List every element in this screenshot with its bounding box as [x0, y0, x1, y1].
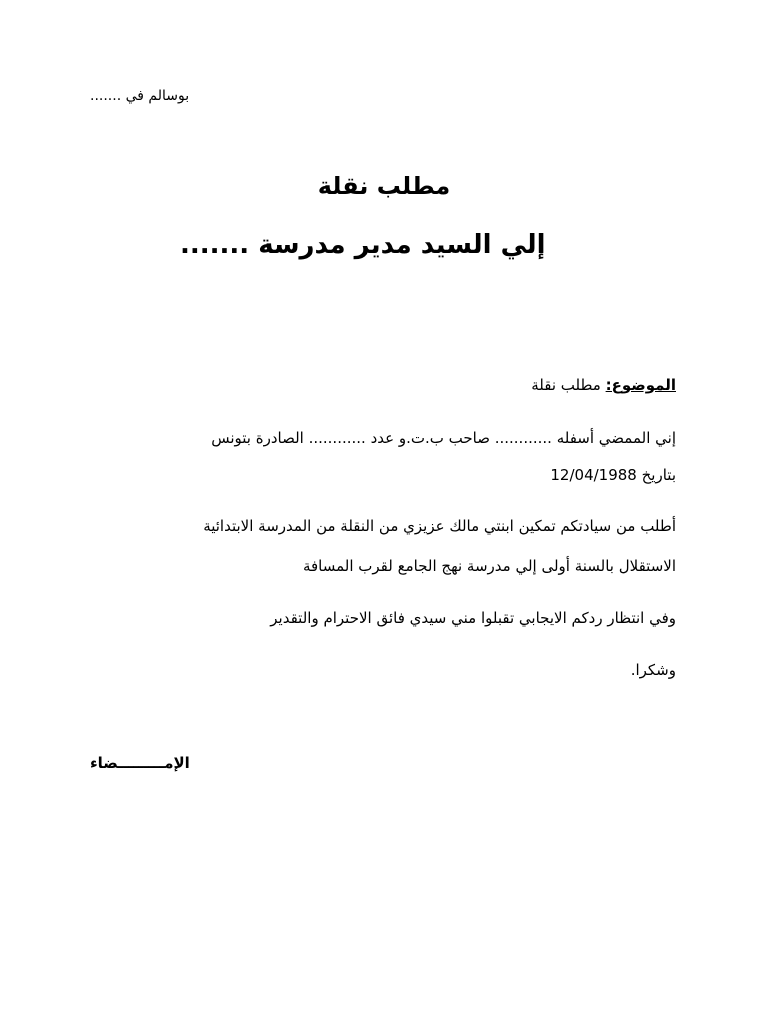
subject-line: [531, 376, 676, 394]
subject-label: الموضوع:: [605, 376, 676, 394]
signature-label: الإمـــــــــضاء: [90, 754, 190, 772]
body-line-1: إني الممضي أسفله ............ صاحب ب.ت.و عدد ............ الصادرة بتونس: [211, 429, 676, 447]
letter-title: مطلب نقلة: [317, 172, 451, 200]
body-line-2: بتاريخ 12/04/1988: [550, 466, 676, 484]
closing-thanks: وشكرا.: [630, 661, 676, 679]
subject-text: مطلب نقلة: [531, 376, 606, 394]
letter-addressee: إلي السيد مدير مدرسة .......: [180, 230, 546, 260]
body-line-4: الاستقلال بالسنة أولى إلي مدرسة نهج الجامع لقرب المسافة: [302, 557, 676, 575]
place-date: بوسالم في .......: [90, 88, 190, 104]
body-line-5: وفي انتظار ردكم الايجابي تقبلوا مني سيدي فائق الاحترام والتقدير: [270, 609, 676, 627]
body-line-3: أطلب من سيادتكم تمكين ابنتي مالك عزيزي من النقلة من المدرسة الابتدائية: [203, 517, 676, 535]
